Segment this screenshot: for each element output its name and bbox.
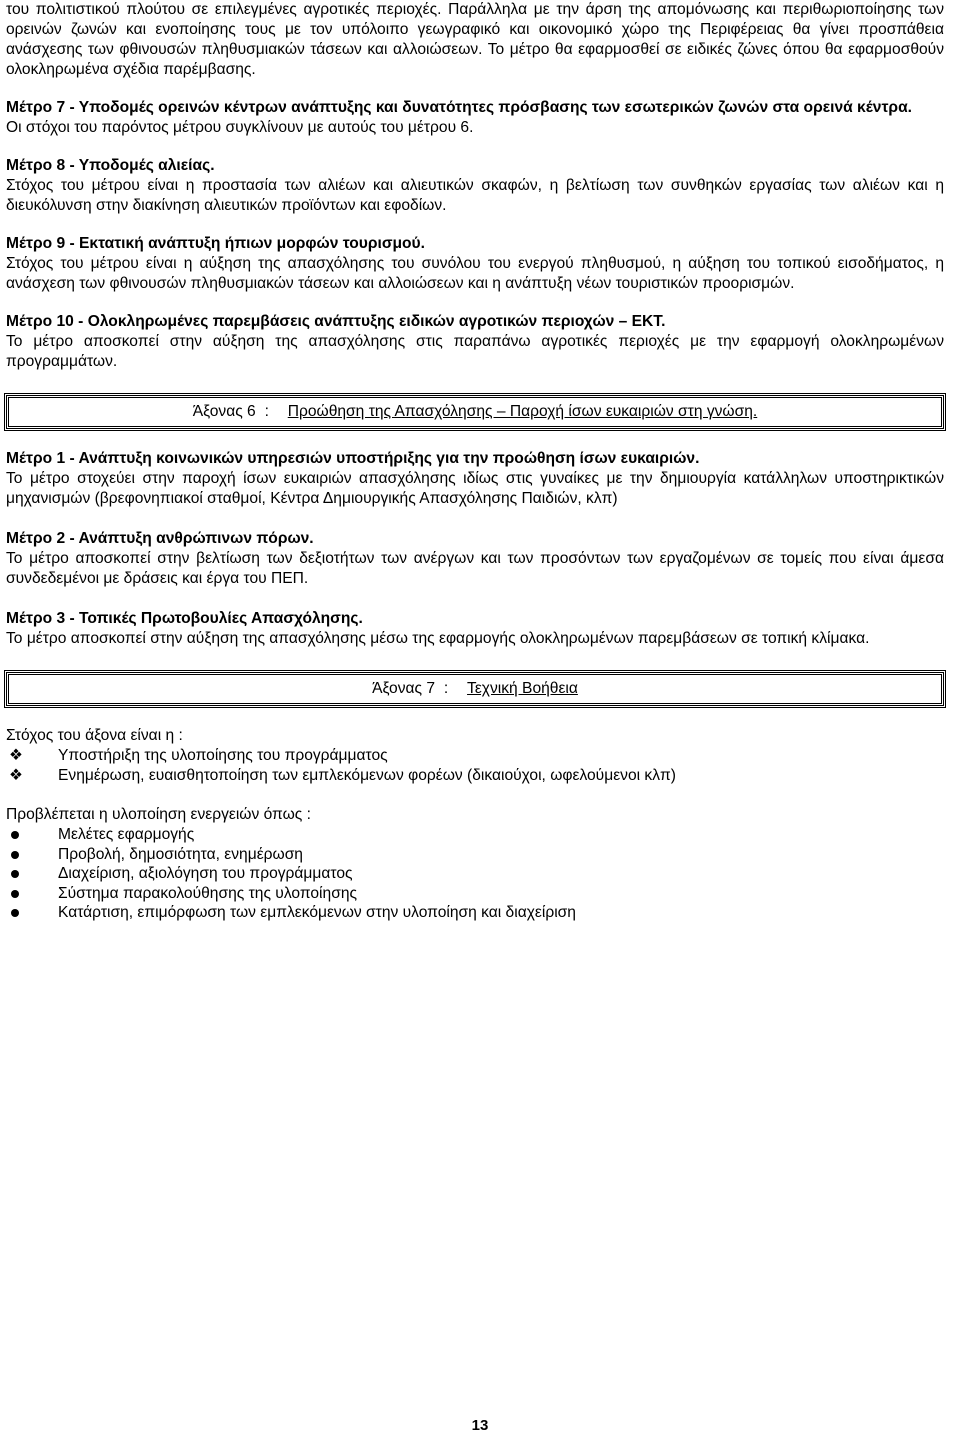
goals-list bbox=[6, 746, 944, 785]
measure-text: Το μέτρο αποσκοπεί στην αύξηση της απασχόλησης μέσω της εφαρμογής ολοκληρωμένων παρεμβάσεων σε τοπική κλίμακα. bbox=[6, 630, 870, 647]
action-text: Σύστημα παρακολούθησης της υλοποίησης bbox=[58, 884, 358, 902]
measure-text: Το μέτρο αποσκοπεί στην βελτίωση των δεξιοτήτων των ανέργων και των προσόντων των εργαζομένων σε τομείς που είναι άμεσα συνδεδεμένοι με δράσεις και έργα του ΠΕΠ. bbox=[6, 550, 944, 587]
axis-separator: : bbox=[443, 680, 449, 697]
axis-7-header bbox=[6, 672, 944, 706]
measure-9 bbox=[6, 234, 944, 294]
actions-intro: Προβλέπεται η υλοποίηση ενεργειών όπως : bbox=[6, 806, 311, 823]
axis-label: Άξονας 6 bbox=[192, 403, 256, 420]
axis-separator: : bbox=[264, 403, 269, 420]
measure-7 bbox=[6, 98, 944, 138]
list-item bbox=[6, 845, 944, 865]
measure-text: Στόχος του μέτρου είναι η προστασία των αλιέων και αλιευτικών σκαφών, η βελτίωση των συνθηκών εργασίας των αλιέων και η διευκόλυνση στην διακίνηση αλιευτικών προϊόντων και εφοδίων. bbox=[6, 177, 944, 214]
bullet-icon bbox=[11, 831, 19, 839]
measure-title: Μέτρο 3 - Τοπικές Πρωτοβουλίες Απασχόλησης. bbox=[6, 610, 363, 627]
list-item bbox=[6, 884, 944, 904]
axis-label: Άξονας 7 bbox=[372, 680, 436, 697]
diamond-bullet-icon: ❖ bbox=[9, 766, 23, 784]
measure-title: Μέτρο 10 - Ολοκληρωμένες παρεμβάσεις ανάπτυξης ειδικών αγροτικών περιοχών – ΕΚΤ. bbox=[6, 313, 666, 330]
list-item bbox=[6, 746, 944, 766]
axis-title: Προώθηση της Απασχόλησης – Παροχή ίσων ευκαιριών στη γνώση. bbox=[287, 403, 758, 420]
measure-title: Μέτρο 1 - Ανάπτυξη κοινωνικών υπηρεσιών υποστήριξης για την προώθηση ίσων ευκαιριών. bbox=[6, 450, 700, 467]
bullet-icon bbox=[11, 851, 19, 859]
goal-intro: Στόχος του άξονα είναι η : bbox=[6, 727, 183, 744]
axis-6-header bbox=[6, 395, 944, 429]
action-text: Διαχείριση, αξιολόγηση του προγράμματος bbox=[58, 865, 353, 882]
measure-text: Στόχος του μέτρου είναι η αύξηση της απασχόλησης του συνόλου του ενεργού πληθυσμού, η αύξηση του τοπικού εισοδήματος, η ανάσχεση των φθινουσών πληθυσμιακών τάσεων και αλλοιώσεων και η ανάπτυξη νέων τουριστικών προορισμών. bbox=[6, 255, 944, 292]
measure-title: Μέτρο 8 - Υποδομές αλιείας. bbox=[6, 157, 215, 174]
measure-text: Το μέτρο αποσκοπεί στην αύξηση της απασχόλησης στις παραπάνω αγροτικές περιοχές με την εφαρμογή ολοκληρωμένων προγραμμάτων. bbox=[6, 333, 944, 370]
action-text: Μελέτες εφαρμογής bbox=[58, 826, 195, 843]
measure-title: Μέτρο 9 - Εκτατική ανάπτυξη ήπιων μορφών τουρισμού. bbox=[6, 235, 425, 252]
measure-title: Μέτρο 7 - Υποδομές ορεινών κέντρων ανάπτυξης και δυνατότητες πρόσβασης των εσωτερικών ζωνών στα ορεινά κέντρα. bbox=[6, 99, 912, 116]
list-item bbox=[6, 825, 944, 845]
action-text: Προβολή, δημοσιότητα, ενημέρωση bbox=[58, 845, 303, 863]
intro-paragraph: του πολιτιστικού πλούτου σε επιλεγμένες αγροτικές περιοχές. Παράλληλα με την άρση της απομόνωσης και περιθωριοποίησης των ορεινών ζωνών και ενοποίησης τους με τον υπόλοιπο γεωγραφικό και οικονομικό χώρο της Περιφέρειας θα γίνει προσπάθεια ανάσχεσης των φθινουσών πληθυσμιακών τάσεων και αλλοιώσεων. Το μέτρο θα εφαρμοσθεί σε ειδικές ζώνες όπου θα εφαρμοσθούν ολοκληρωμένα σχέδια παρέμβασης. bbox=[6, 1, 944, 78]
goal-text: Υποστήριξη της υλοποίησης του προγράμματος bbox=[58, 747, 388, 764]
axis-title: Τεχνική Βοήθεια bbox=[467, 680, 578, 697]
actions-list bbox=[6, 825, 944, 923]
action-text: Κατάρτιση, επιμόρφωση των εμπλεκόμενων στην υλοποίηση και διαχείριση bbox=[58, 904, 576, 921]
bullet-icon bbox=[11, 909, 19, 917]
goal-text: Ενημέρωση, ευαισθητοποίηση των εμπλεκόμενων φορέων (δικαιούχοι, ωφελούμενοι κλπ) bbox=[58, 766, 676, 784]
measure-text: Το μέτρο στοχεύει στην παροχή ίσων ευκαιριών απασχόλησης ιδίως στις γυναίκες με την δημιουργία κατάλληλων υποστηρικτικών μηχανισμών (βρεφονηπιακοί σταθμοί, Κέντρα Δημιουργικής Απασχόλησης Παιδιών, κλπ) bbox=[6, 470, 944, 507]
bullet-icon bbox=[11, 890, 19, 898]
list-item bbox=[6, 864, 944, 884]
diamond-bullet-icon: ❖ bbox=[9, 747, 23, 764]
bullet-icon bbox=[11, 870, 19, 878]
document-page bbox=[6, 0, 944, 923]
measure-8 bbox=[6, 156, 944, 216]
list-item bbox=[6, 766, 944, 786]
measure-b1 bbox=[6, 449, 944, 509]
measure-text: Οι στόχοι του παρόντος μέτρου συγκλίνουν με αυτούς του μέτρου 6. bbox=[6, 119, 474, 136]
measure-b2 bbox=[6, 529, 944, 589]
page-number: 13 bbox=[471, 1417, 489, 1434]
measure-10 bbox=[6, 312, 944, 372]
measure-title: Μέτρο 2 - Ανάπτυξη ανθρώπινων πόρων. bbox=[6, 530, 314, 547]
list-item bbox=[6, 903, 944, 923]
measure-b3 bbox=[6, 609, 944, 649]
